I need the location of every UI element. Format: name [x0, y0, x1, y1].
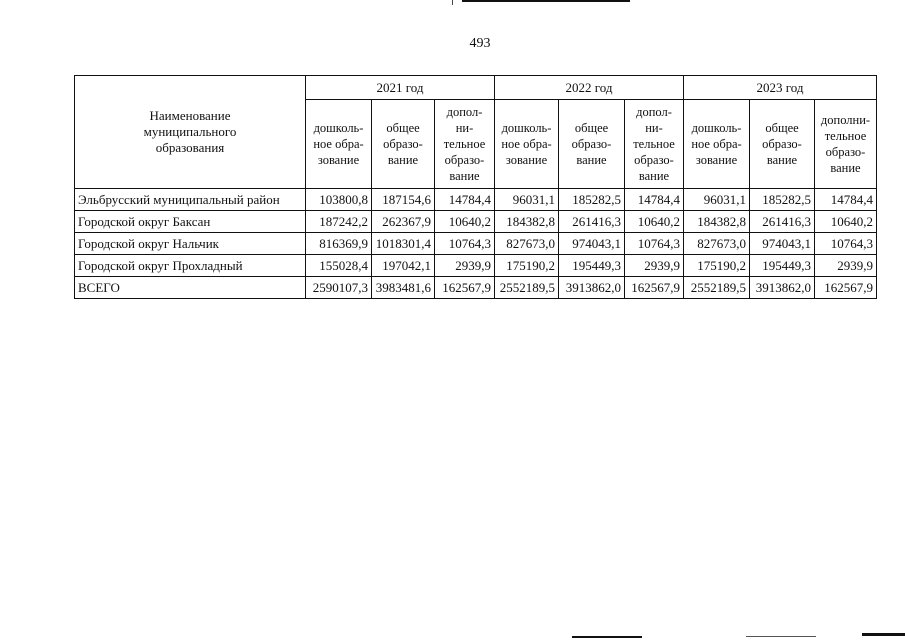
subheader-2021-general: общее образо- вание	[372, 100, 435, 189]
column-header-name	[75, 76, 306, 189]
cell-value: 103800,8	[306, 189, 372, 211]
subheader-2023-general: общее образо- вание	[750, 100, 815, 189]
top-rule	[462, 0, 630, 2]
cell-value: 14784,4	[815, 189, 877, 211]
table-body	[75, 189, 877, 299]
cell-value: 2939,9	[815, 255, 877, 277]
cell-value: 3983481,6	[372, 277, 435, 299]
row-name: Городской округ Нальчик	[75, 233, 306, 255]
year-header-2022: 2022 год	[495, 76, 684, 100]
cell-value: 3913862,0	[750, 277, 815, 299]
budget-table	[74, 75, 877, 299]
cell-value: 10640,2	[815, 211, 877, 233]
subheader-2023-preschool: дошколь- ное обра- зование	[684, 100, 750, 189]
cell-value: 155028,4	[306, 255, 372, 277]
year-header-2023: 2023 год	[684, 76, 877, 100]
table-row	[75, 189, 877, 211]
cell-value: 187242,2	[306, 211, 372, 233]
cell-value: 185282,5	[559, 189, 625, 211]
top-scan-tick	[452, 0, 453, 5]
subheader-2022-preschool: дошколь- ное обра- зование	[495, 100, 559, 189]
cell-value: 974043,1	[559, 233, 625, 255]
name-header-line-1: Наименование	[149, 108, 231, 123]
cell-value: 175190,2	[495, 255, 559, 277]
bottom-rule-middle	[746, 636, 816, 637]
cell-value: 827673,0	[495, 233, 559, 255]
cell-value: 10640,2	[625, 211, 684, 233]
cell-value: 197042,1	[372, 255, 435, 277]
cell-value: 816369,9	[306, 233, 372, 255]
cell-value: 2939,9	[625, 255, 684, 277]
subheader-2021-additional: допол- ни- тельное образо- вание	[435, 100, 495, 189]
table-row	[75, 233, 877, 255]
cell-value: 184382,8	[495, 211, 559, 233]
cell-value: 162567,9	[815, 277, 877, 299]
cell-value: 187154,6	[372, 189, 435, 211]
cell-value: 96031,1	[684, 189, 750, 211]
cell-value: 1018301,4	[372, 233, 435, 255]
row-name-total: ВСЕГО	[75, 277, 306, 299]
cell-value: 261416,3	[559, 211, 625, 233]
cell-value: 96031,1	[495, 189, 559, 211]
bottom-rule-left	[572, 636, 642, 638]
subheader-2022-additional: допол- ни- тельное образо- вание	[625, 100, 684, 189]
table-row	[75, 255, 877, 277]
subheader-2022-general: общее образо- вание	[559, 100, 625, 189]
page-number: 493	[469, 36, 491, 51]
cell-value: 162567,9	[625, 277, 684, 299]
cell-value: 974043,1	[750, 233, 815, 255]
cell-value: 162567,9	[435, 277, 495, 299]
table-row	[75, 211, 877, 233]
cell-value: 262367,9	[372, 211, 435, 233]
cell-value: 10640,2	[435, 211, 495, 233]
cell-value: 14784,4	[435, 189, 495, 211]
subheader-2021-preschool: дошколь- ное обра- зование	[306, 100, 372, 189]
cell-value: 827673,0	[684, 233, 750, 255]
row-name: Эльбрусский муниципальный район	[75, 189, 306, 211]
row-name: Городской округ Прохладный	[75, 255, 306, 277]
cell-value: 2552189,5	[495, 277, 559, 299]
cell-value: 2552189,5	[684, 277, 750, 299]
name-header-line-3: образования	[155, 140, 225, 155]
cell-value: 261416,3	[750, 211, 815, 233]
cell-value: 195449,3	[750, 255, 815, 277]
cell-value: 10764,3	[625, 233, 684, 255]
cell-value: 10764,3	[815, 233, 877, 255]
cell-value: 2590107,3	[306, 277, 372, 299]
cell-value: 3913862,0	[559, 277, 625, 299]
cell-value: 14784,4	[625, 189, 684, 211]
year-header-2021: 2021 год	[306, 76, 495, 100]
cell-value: 175190,2	[684, 255, 750, 277]
header-row-years	[75, 76, 877, 100]
row-name: Городской округ Баксан	[75, 211, 306, 233]
cell-value: 185282,5	[750, 189, 815, 211]
table-row-total	[75, 277, 877, 299]
cell-value: 10764,3	[435, 233, 495, 255]
cell-value: 2939,9	[435, 255, 495, 277]
cell-value: 195449,3	[559, 255, 625, 277]
name-header-line-2: муниципального	[143, 124, 237, 139]
bottom-rule-right	[862, 633, 905, 636]
cell-value: 184382,8	[684, 211, 750, 233]
subheader-2023-additional: дополни- тельное образо- вание	[815, 100, 877, 189]
